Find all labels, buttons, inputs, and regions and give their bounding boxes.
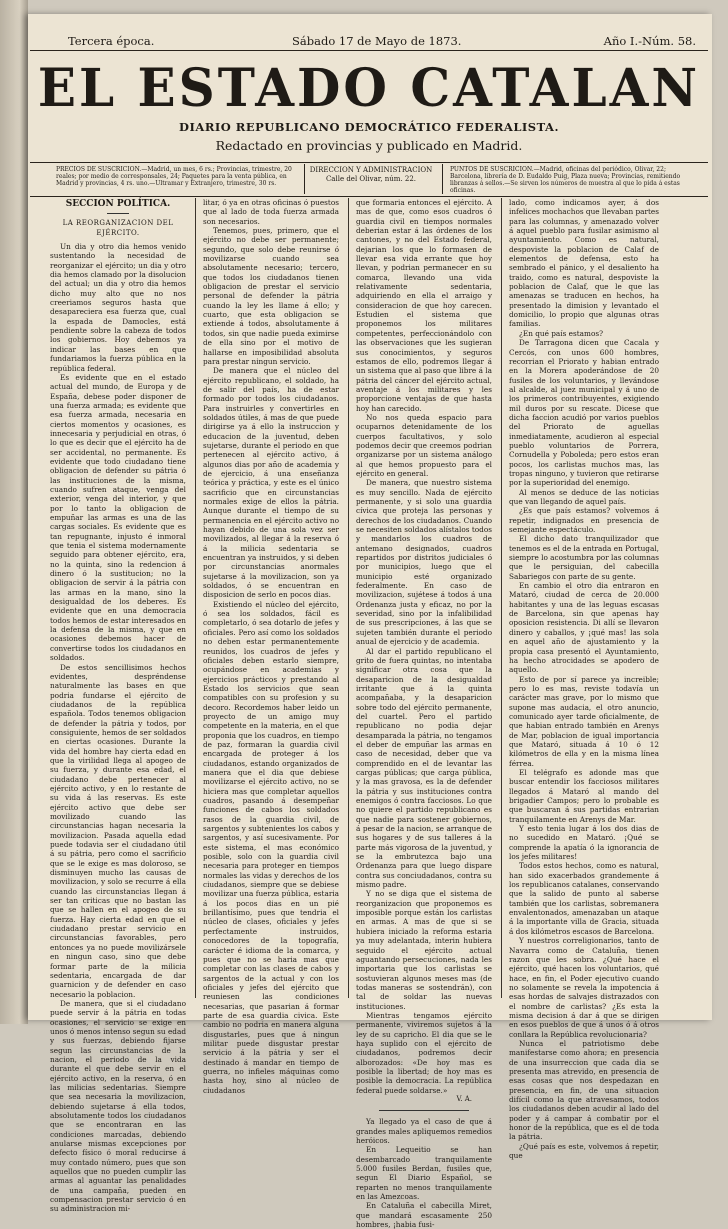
paragraph: El telégrafo es adonde mas que buscar entendir los facciosos militares llegados á Mataró al mando del brigadier Campos; pero lo probable es que buscaran á sus partidas entrarian tranquilamente en Arenys de Mar. — [509, 767, 659, 824]
top-rule — [30, 50, 708, 51]
article-headline: LA REORGANIZACION DEL EJÉRCITO. — [62, 219, 174, 237]
paragraph: De manera, que nuestro sistema es muy sencillo. Nada de ejército permanente, y si solo una guardia cívica que proteja las personas y derechos de los ciudadanos. Cuando se necesiten soldados alístalos todos y mandarlos los cuadros de antemano designados, cuadros repartidos por distritos judiciales ó por municipios, luego que el municipio esté organizado federalmente. En caso de movilizacion, sujétese á todos á una Ordenanza justa y eficaz, no por la severidad, sino por la infalibilidad de sus prescripciones, á las que se sujeten también durante el periodo anual de ejercicio y de academia. — [356, 478, 492, 647]
paragraph: Nunca el patriotismo debe manifestarse como ahora; en presencia de una insurreccion que cada dia se presenta mas atrevido, en presencia de esas cosas que nos despedazan en presencia, en fin, de una situacion difícil como la que atravesamos, todos los ciudadanos deben acudir al lado del poder y á campar á combatir por el honor de la república, que es el de toda la pátria. — [509, 1038, 659, 1142]
heading-rule — [107, 213, 129, 214]
direction-address: Calle del Olivar, núm. 22. — [325, 175, 417, 183]
paragraph: En Cataluña el cabecilla Miret, que mandará escasamente 250 hombres, ¡habia fusi- — [356, 1201, 492, 1229]
column-rule — [501, 198, 502, 998]
column-rule — [195, 198, 196, 998]
book-spine — [0, 0, 28, 1024]
paragraph: Esto de por sí parece ya increible; pero lo es mas, reviste todavía un carácter mas grave, por lo mismo que supone mas audacia, el otro anuncio, comunicado ayer tarde oficialmente, de que habian entrado también en Arenys de Mar, poblacion de igual importancia que Mataró, situada á 10 ó 12 kilómetros de ella y en la misma línea férrea. — [509, 674, 659, 768]
column-2 — [203, 198, 339, 1095]
paragraph: De Tarragona dicen que Cacala y Cercós, con unos 600 hombres, recorrian el Priorato y habian entrado en la Morera apoderándose de 20 fusiles de los voluntarios, y llevándose al alcalde, al juez municipal y á uno de los primeros contribuyentes, exigiendo mil duros por su rescate. Dicese que dicha faccion acudió por varios pueblos del Priorato de aguellas inmediatamente, acudieron al especial pueblo voluntarios de Porrera, Cornudella y Poboleda; pero estos eran pocos, los carlistas muchos mas, las tropas ninguno, y tuvieron que retirarse por la superioridad del enemigo. — [509, 338, 659, 488]
subscription-points: PUNTOS DE SUSCRICION.—Madrid, oficinas del periódico, Olivar, 22; Barcelona, librería de D. Eudaldo Puig, Plaza nueva; Provincias, remitiendo libranzas á sellos.—Se sirven los números de muestra al que lo pida á estas oficinas. — [450, 166, 681, 194]
section-heading: SECCION POLÍTICA. — [65, 199, 171, 209]
paragraph: Existiendo el núcleo del ejército, ó sea los soldados, fácil es completarlo, ó sea dotarlo de jefes y oficiales. Pero así como los soldados no deben estar permanentemente reunidos, los cuadros de jefes y oficiales deben estarlo siempre, ocupándose en academias y ejercicios prácticos y prestando al Estado los servicios que sean compatibles con su profesion y su decoro. Recordemos haber leido un proyecto de un amigo muy competente en la materia, en el que proponia que los cuadros, en tiempo de paz, formaran la guardia civil encargada de proteger á los ciudadanos, estando organizados de manera que el dia que debiese movilizarse el ejército activo, no se hiciera mas que completar aquellos cuadros, pasando á desempeñar funciones de cabos los soldados rasos de la guardia civil, de sargentos y subtenientes los cabos y sargentos, y así sucesivamente. Por este sistema, el mas económico posible, solo con la guardia civil necesaria para proteger en tiempos normales las vidas y derechos de los ciudadanos, siempre que se debiese movilizar una fuerza pública, estaria á los pocos dias en un pié brillantísimo, pues que tendria el núcleo de clases, oficiales y jefes perfectamente instruidos, conocedores de la topografía, carácter é idioma de la comarca, y pues que no se haria mas que completar con las clases de cabos y sargentos de la actual y con los oficiales y jefes del ejército que reuniesen las condiciones necesarias, que pasarian á formar parte de esa guardia civica. Este cambio no podria en manera alguna disgustarles, pues que á ningun militar puede disgustar prestar servicio á la pátria y ser el destinado á mandar en tiempo de guerra, no infieles máquinas como hasta hoy, sino al núcleo de ciudadanos — [203, 599, 339, 1095]
info-divider — [442, 164, 443, 194]
paragraph: Ya llegado ya el caso de que á grandes males apliquemos remedios heróicos. — [356, 1117, 492, 1146]
direction-title: DIRECCION Y ADMINISTRACION — [309, 166, 433, 174]
paragraph: De manera, que si el ciudadano puede servir á la pátria en todas ocasiones, el servicio se exige en unos ó menos intenso segun su edad y sus fuerzas, debiendo fijarse segun las circunstancias de la nacion, el periodo de la vida durante el que debe servir en el ejército activo, en la reserva, ó en las milicias sedentarias. Siempre que sea necesaria la movilizacion, debiendo sujetarse á ella todos, absolutamente todos los ciudadanos que se encontraran en las condiciones marcadas, debiendo anularse mismas excepciones por defecto físico ó moral reducirse á muy contado número, pues que son aquellos que no pueden cumplir las armas al aguantar las penalidades de una campaña, pueden en compensacion prestar servicio ó en su administracion mi- — [50, 998, 186, 1214]
epoch-label: Tercera época. — [68, 34, 155, 48]
paragraph: Todos estos hechos, como es natural, han sido exacerbados grandemente á los republicanos catalanes, conservando que la salido de punto al saberse también que los carlistas, sobremanera envalentonados, amenazaban un ataque á la importante villa de Gracia, situada á dos kilómetros escasos de Barcelona. — [509, 861, 659, 936]
column-3 — [356, 198, 492, 1229]
column-1 — [50, 198, 186, 1214]
subscription-prices: PRECIOS DE SUSCRICION.—Madrid, un mes, 6 rs.; Provincias, trimestre, 20 reales; por medio de corresponsales, 24; Paquetes para la venta pública, en Madrid y provincias, 4 rs. uno.—Ultramar y Extranjero, trimestre, 30 rs. — [56, 166, 292, 187]
info-divider — [304, 164, 305, 194]
paragraph: En cambio el otro dia entraron en Mataró, ciudad de cerca de 20.000 habitantes y una de las leguas escasas de Barcelona, sin que apenas hay oposicion resistencia. Di allí se llevaron dinero y caballos, y ¡qué mas! las sola en aquel año de ajustamiento y la propia casa presentó el Ayuntamiento, ha hecho atrocidades se apodero de aquello. — [509, 581, 659, 675]
masthead-subtitle: DIARIO REPUBLICANO DEMOCRÁTICO FEDERALISTA. — [179, 120, 559, 134]
paragraph: Y nuestros correligionarios, tanto de Navarra como de Cataluña, tienen razon que les sobra. ¿Qué hace el ejército, qué hacen los voluntarios, qué hace, en fin, el Poder ejecutivo cuando no solamente se revela la impotencia á esas hordas de salvajes distrazados con el nombre de carlistas? ¿Es esta la misma decision á dar á que se dirigen en esos pueblos de que á unos ó á otros conllara la República revolucionaria? — [509, 936, 659, 1039]
subscription-bar — [30, 164, 708, 194]
issue-number: Año I.-Núm. 58. — [603, 34, 696, 48]
paragraph: De estos sencillisimos hechos evidentes, despréndense naturalmente las bases en que podria fundarse el ejército de ciudadanos de la república española. Todos tenemos obligacion de defender la pátria y todos, por consiguiente, hemos de ser soldados en ciertas ocasiones. Durante la vida del hombre hay cierta edad en que la virilidad llega al apogeo de su fuerza, y durante esa edad, el ciudadano debe pertenecer al ejército activo, y en lo restante de su vida á las reservas. Es este ejército activo que debe ser movilizado cuando las circunstancias hagan necesaria la movilizacion. Pasada aquella edad puede todavia ser el ciudadano útil á su pátria, pero como el sacrificio que se le exige es mas doloroso, se disminuyen mucho las causas de movilizacion, y solo se recurre á ella cuando las circunstancias llegan á ser tan criticas que no bastan las que se hallen en el apogeo de su fuerza. Hay cierta edad en que el ciudadano prestar servicio en circunstancias favorables, pero entonces ya no puede movilizársele en ningun caso, sino que debe formar parte de la milicia sedentaria, encargada de dar guarnicion y de defender en caso necesario la poblacion. — [50, 662, 186, 999]
paragraph: Y esto tenia lugar á los dos dias de no sucedido en Mataró. ¡Qué se comprende la apatía ó la ignorancia de los jefes militares! — [509, 824, 659, 862]
info-bottom-rule — [30, 196, 708, 197]
direction-block — [308, 166, 434, 184]
paragraph: De manera que el núcleo del ejército republicano, el soldado, ha de salir del país, ha de estar formado por todos los ciudadanos. Para instruirles y convertirles en soldados útiles, á mas de que puede dirigirse ya á ello la instruccion y educacion de la juventud, deben sujetarse, durante el periodo en que pertenecen al ejército activo, á algunos dias por año de academia y de ejercicio, á una enseñanza teórica y práctica, y este es el único sacrificio que en circunstancias normales exige de ellos la pátria. Aunque durante el tiempo de su permanencia en el ejército activo no hayan debido de una sola vez ser movilizados, al llegar á la reserva ó á la milicia sedentaria se encuentran ya instruidos, y si deben por circunstancias anormales sujetarse á la movilizacion, son ya soldados, ó se encuentran en disposicion de serlo en pocos dias. — [203, 366, 339, 600]
paragraph: Es evidente que en el estado actual del mundo, de Europa y de España, debese poder disponer de una fuerza armada; es evidente que esa fuerza armada, necesaria en ciertos momentos y ocasiones, es innecesaria y perjudicial en otras, ó lo que es decir que el ejército ha de ser accidental, no permanente. Es evidente que todo ciudadano tiene obligacion de defender su pátria ó las instituciones de la misma, cuando sufren ataque, venga del exterior, venga del interior, y que por lo tanto la obligacion de empuñar las armas es una de las cargas sociales. Es evidente que es tan repugnante, injusto é inmoral que tenia el sistema modernamente seguido para obtener ejército, era, no la quinta, sino la redencion á dinero ó la sustitucion; no la obligacion de servir á la pátria con las armas en la mano, sino la desigualdad de los deberes. Es evidente que en una democracia todos hemos de estar interesados en la defensa de la misma, y que en ocasiones debemos hacer de convertirse todos los ciudadanos en soldados. — [50, 372, 186, 663]
paragraph: Al dar el partido republicano el grito de fuera quintas, no intentaba significar otra cosa que la desaparicion de la desigualdad irritante que á la quinta acompañaba, y la desaparicion sobre todo del ejército permanente, del cuartel. Pero el partido republicano no podia dejar desamparada la pátria, no tengamos el deber de empuñar las armas en caso de necesidad, deber que va comprendido en el de levantar las cargas públicas; que carga pública, y la mas gravosa, es la de defender la pátria y sus instituciones contra enemigos ó contra facciosos. Lo que no quiere el partido republicano es que nadie para sostener gobiernos, á pesar de la nacion, se arranque de sus hogares y de sus talleres á la parte más vigorosa de la juventud, y se la embrutezca bajo una Ordenanza para que luego dispare contra sus conciudadanos, contra su mismo padre. — [356, 646, 492, 890]
issue-date: Sábado 17 de Mayo de 1873. — [292, 34, 462, 48]
paragraph: lado, como indicamos ayer, á dos infelices mochachos que llevaban partes para las columnas, y amenazado volver á aquel pueblo para fusilar asimismo al ayuntamiento. Como es natural, despoviste la poblacion de Calaf de elementos de defensa, esto ha sembrado el pánico, y el desaliento ha traido, como es natural, despoviste la poblacion de Calaf, que le que las amenazas se traducen en hechos, ha presentado la dimision y levantado el domicilio, lo propio que algunas otras familias. — [509, 198, 659, 329]
paragraph: que formaria entonces el ejército. A mas de que, como esos cuadros ó guardia civil en tiempos normales deberian estar á las órdenes de los cantones, y no del Estado federal, dejarian los que lo formasen de llevar esa vida errante que hoy llevan, y podrian permanecer en su comarca, llevando una vida relativamente sedentaria, adquiriendo en ella el arraigo y consideracion de que hoy carecen. Estudien el sistema que proponemos los militares competentes, perfeccionándolo con las observaciones que les sugieran sus conocimientos, y seguros estamos de ello, podremos llegar á un sistema que al paso que libre á la pátria del cáncer del ejército actual, aventaje á los militares y les proporcione ventajas de que hasta hoy han carecido. — [356, 198, 492, 413]
paragraph: Y no se diga que el sistema de reorganizacion que proponemos es imposible porque están los carlistas en armas. A mas de que si se hubiera iniciado la reforma estaria ya muy adelantada, interin hubiera seguido el ejército actual aguantando persecuciones, nada les importaria que los carlistas se sostuvieran algunos meses mas (de todas maneras se sostendrán), con tal de soldar las nuevas instituciones. — [356, 889, 492, 1011]
paragraph: Un dia y otro dia hemos venido sustentando la necesidad de reorganizar el ejército; un dia y otro dia hemos clamado por la disolucion del actual; un dia y otro dia hemos dicho muy alto que no nos creeriamos seguros hasta que desapareciera esa fuerza que, cual la espada de Damocles, está pendiente sobre la cabeza de todos los gobiernos. Hoy debemos ya indicar las bases en que fundariamos la fuerza pública en la república federal. — [50, 242, 186, 373]
paragraph: ¿En qué país estamos? — [519, 328, 603, 338]
paragraph: Tenemos, pues, primero, que el ejército no debe ser permanente; segundo, que solo debe reunirse ó movilizarse cuando sea absolutamente necesario; tercero, que todos los ciudadanos tienen obligacion de prestar el servicio personal de defender la pátria cuando la ley les llame á ello; y cuarto, que esta obligacion se extiende á todos, absolutamente á todos, sin que nadie pueda eximirse de ella sino por el motivo de hallarse en imposibilidad absoluta para prestar ningun servicio. — [203, 226, 339, 366]
paragraph: En Lequeitio se han desembarcado tranquilamente 5.000 fusiles Berdan, fusiles que, segun El Diario Español, se reparten no menos tranquilamente en las Amezcoas. — [356, 1145, 492, 1202]
paragraph: ¿Qué país es este, volvemos á repetir, que — [509, 1141, 659, 1161]
paragraph: Mientras tengamos ejército permanente, viviremos sujetos á la ley de su capricho. El dia que se le haya suplido con el ejército de ciudadanos, podremos decir alborozados: «De hoy mas es posible la libertad; de hoy mas es posible la democracia. La república federal puede soldarse.» — [356, 1010, 492, 1095]
info-top-rule — [30, 162, 708, 163]
column-rule — [348, 198, 349, 998]
article-signature: V. A. — [456, 1095, 472, 1103]
paragraph: El dicho dato tranquilizador que tenemos es el de la entrada en Portugal, siempre lo acostumbra por las columnas que le persiguian, del cabecilla Sabariegos con parte de su gente. — [509, 534, 659, 581]
column-4 — [509, 198, 659, 1161]
paragraph: litar, ó ya en otras oficinas ó puestos que al lado de toda fuerza armada son necesarios. — [203, 198, 339, 226]
paragraph: No nos queda espacio para ocuparnos detenidamente de los cuerpos facultativos, y solo podemos decir que creemos podrian organizarse por un sistema análogo al que hemos propuesto para el ejército en general. — [356, 412, 492, 478]
masthead-title: EL ESTADO CATALAN — [37, 56, 701, 119]
paragraph: Al menos se deduce de las noticias que van llegando de aquel país. — [509, 487, 659, 506]
masthead-tagline: Redactado en provincias y publicado en Madrid. — [215, 138, 523, 153]
paragraph: ¿Es que país estamos? volvemos á repetir, indignados en presencia de semejante espectáculo. — [509, 506, 659, 535]
article-separator — [379, 1110, 469, 1111]
top-line — [30, 34, 708, 46]
